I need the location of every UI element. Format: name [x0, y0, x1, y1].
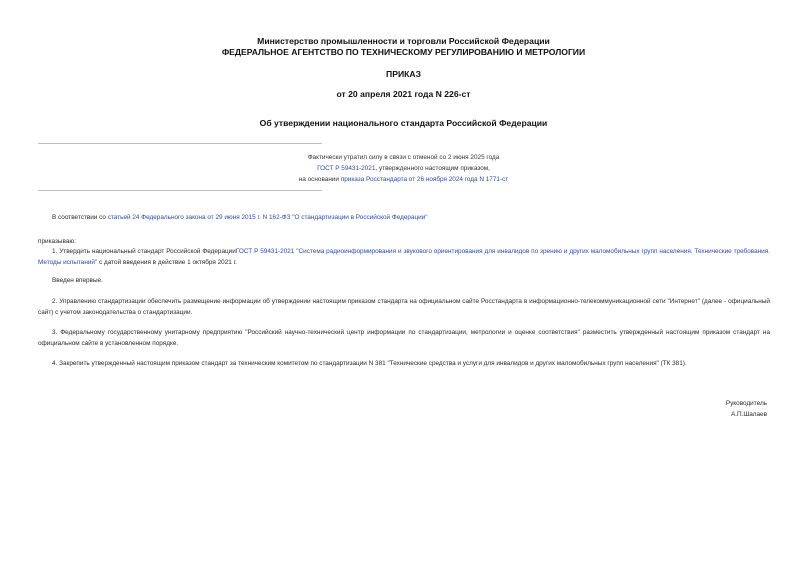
item-3-paragraph: 3. Федеральному государственному унитарному предприятию "Российский научно-технический центр информации по стандартизации, метрологии и оценке соответствия" разместить утвержденный настоящим приказом стандарт на официальном сайте в установленном порядке.	[38, 329, 770, 347]
signatory-position: Руководитель	[725, 400, 767, 407]
federal-law-link[interactable]: статьей 24 Федерального закона от 29 июня 2015 г. N 162-ФЗ "О стандартизации в Российской Федерации"	[107, 214, 428, 221]
gost-link[interactable]: ГОСТ Р 59431-2021	[317, 165, 376, 172]
item-1-text: 1. Утвердить национальный стандарт Российской Федерации	[52, 248, 236, 255]
status-note-line2-text: , утвержденного настоящим приказом,	[375, 165, 490, 172]
introduced-first-time: Введен впервые.	[52, 277, 103, 284]
signatory-name: А.П.Шалаев	[730, 411, 767, 418]
item-1-paragraph	[38, 246, 770, 268]
document-type: ПРИКАЗ	[386, 69, 421, 79]
status-note-top-divider	[38, 143, 322, 144]
status-note-line1: Фактически утратил силу в связи с отменой со 2 июня 2025 года	[307, 154, 500, 161]
item-1-tail: с датой введения в действие 1 октября 2021 г.	[97, 259, 237, 266]
status-note-line3-text: на основании	[298, 176, 341, 183]
legal-basis-text: В соответствии со	[52, 214, 108, 221]
status-note-line2	[0, 163, 807, 174]
document-title: Об утверждении национального стандарта Российской Федерации	[259, 118, 548, 128]
item-4-paragraph: 4. Закрепить утвержденный настоящим приказом стандарт за техническим комитетом по стандартизации N 381 "Технические средства и услуги для инвалидов и других маломобильных групп населения" (ТК 381).	[52, 360, 687, 367]
legal-basis-paragraph	[38, 212, 770, 223]
item-2-paragraph: 2. Управлению стандартизации обеспечить размещение информации об утверждении настоящим приказом стандарта на официальном сайте Росстандарта в информационно-телекоммуникационной сети "Интернет" (далее - официальный сайт) с учетом законодательства о стандартизации.	[38, 298, 770, 316]
status-note-bottom-divider	[38, 190, 322, 191]
agency-heading: ФЕДЕРАЛЬНОЕ АГЕНТСТВО ПО ТЕХНИЧЕСКОМУ РЕГУЛИРОВАНИЮ И МЕТРОЛОГИИ	[221, 47, 586, 57]
order-word: приказываю:	[38, 238, 76, 245]
standard-link[interactable]: ГОСТ Р 59431-2021 "Система радиоинформирования и звукового ориентирования для инвалидов по зрению и других маломобильных групп населения. Технические требования. Методы испытаний"	[38, 248, 770, 266]
rosstandart-order-link[interactable]: приказа Росстандарта от 26 ноября 2024 года N 1771-ст	[340, 176, 509, 183]
status-note-line3	[0, 174, 807, 185]
ministry-heading: Министерство промышленности и торговли Российской Федерации	[257, 36, 550, 46]
document-date-number: от 20 апреля 2021 года N 226-ст	[336, 89, 471, 99]
